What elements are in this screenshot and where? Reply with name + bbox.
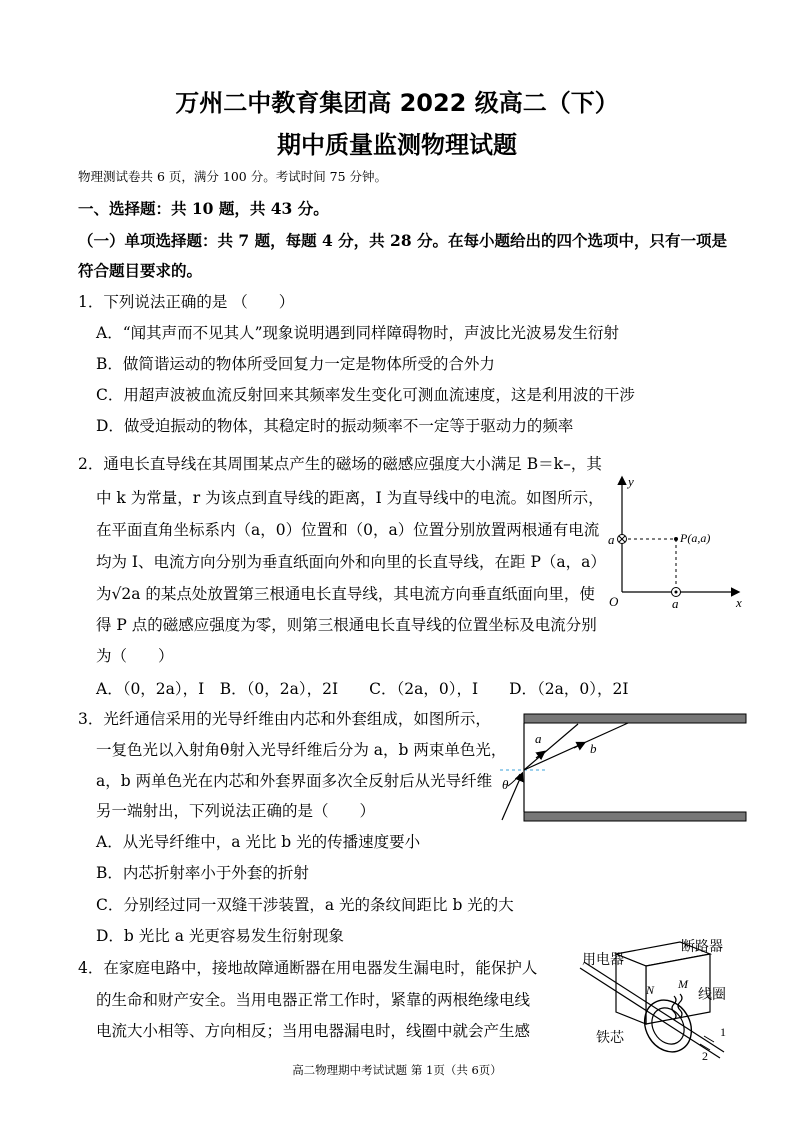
label-core: 铁芯 xyxy=(596,1031,624,1046)
label-coil: 线圈 xyxy=(698,988,726,1003)
exam-subtitle: 期中质量监测物理试题 xyxy=(277,131,517,159)
q2-line-5: 为√2a 的某点处放置第三根通电长直导线，其电流方向垂直纸面向里，使 xyxy=(96,585,595,603)
section-heading: 一、选择题：共 10 题，共 43 分。 xyxy=(78,199,329,218)
q3-line-4: 另一端射出，下列说法正确的是（ ） xyxy=(96,802,376,820)
exam-note: 物理测试卷共 6 页，满分 100 分。考试时间 75 分钟。 xyxy=(78,169,388,184)
y-axis-label: y xyxy=(628,474,634,489)
q1-option-a: A．“闻其声而不见其人”现象说明遇到同样障碍物时，声波比光波易发生衍射 xyxy=(96,324,620,342)
q2-line-3: 在平面直角坐标系内（a，0）位置和（0，a）位置分别放置两根通有电流 xyxy=(96,521,600,539)
page-footer: 高二物理期中考试试题 第 1页（共 6页） xyxy=(292,1063,502,1077)
label-ray-a: a xyxy=(535,731,542,746)
x-axis-label: x xyxy=(736,595,742,610)
label-m: M xyxy=(678,977,688,991)
q1-option-b: B．做简谐运动的物体所受回复力一定是物体所受的合外力 xyxy=(96,355,495,373)
origin-label: O xyxy=(609,594,619,609)
label-wire-1: 1 xyxy=(720,1025,726,1039)
label-n: N xyxy=(646,983,655,997)
label-ray-b: b xyxy=(590,741,597,756)
q2-line-6: 得 P 点的磁感应强度为零，则第三根通电长直导线的位置坐标及电流分别 xyxy=(96,616,597,634)
q4-line-3: 电流大小相等、方向相反；当用电器漏电时，线圈中就会产生感 xyxy=(96,1022,531,1040)
label-breaker: 断路器 xyxy=(681,940,723,955)
q3-optical-fiber-figure xyxy=(494,710,754,830)
q3-option-c: C．分别经过同一双缝干涉装置，a 光的条纹间距比 b 光的大 xyxy=(96,896,514,914)
label-a-x: a xyxy=(672,596,679,611)
fiber-cladding-top xyxy=(524,714,746,723)
q2-line-7: 为（ ） xyxy=(96,647,174,665)
q3-line-1: 3．光纤通信采用的光导纤维由内芯和外套组成，如图所示， xyxy=(78,710,491,728)
label-wire-2: 2 xyxy=(702,1049,708,1063)
q3-option-a: A．从光导纤维中，a 光比 b 光的传播速度要小 xyxy=(96,833,421,851)
q3-option-b: B．内芯折射率小于外套的折射 xyxy=(96,864,309,882)
label-appliance: 用电器 xyxy=(582,953,624,968)
arrow-1-icon xyxy=(704,1036,714,1042)
label-a-y: a xyxy=(608,532,615,547)
exam-title: 万州二中教育集团高 2022 级高二（下） xyxy=(175,89,619,117)
q2-line-1: 2．通电长直导线在其周围某点产生的磁场的磁感应强度大小满足 B＝k–，其 xyxy=(78,455,602,473)
label-p: P(a,a) xyxy=(680,531,711,545)
q2-line-4: 均为 I、电流方向分别为垂直纸面向外和向里的长直导线，在距 P（a，a） xyxy=(96,553,606,571)
point-p xyxy=(674,537,678,541)
section-instructions-cont: 符合题目要求的。 xyxy=(78,261,203,280)
q3-option-d: D．b 光比 a 光更容易发生衍射现象 xyxy=(96,927,344,945)
q1-stem: 1．下列说法正确的是 （ ） xyxy=(78,293,295,311)
q3-line-2: 一复色光以入射角θ射入光导纤维后分为 a，b 两束单色光， xyxy=(96,741,507,759)
ray-b-arrow xyxy=(574,743,584,748)
q2-coordinate-figure xyxy=(606,468,756,618)
fiber-cladding-bottom xyxy=(524,812,746,821)
q3-line-3: a，b 两单色光在内芯和外套界面多次全反射后从光导纤维 xyxy=(96,772,493,790)
wire-into-page-icon xyxy=(618,535,627,544)
ray-a xyxy=(524,724,578,770)
q1-option-d: D．做受迫振动的物体，其稳定时的振动频率不一定等于驱动力的频率 xyxy=(96,417,574,435)
label-theta: θ xyxy=(502,777,509,792)
section-instructions: （一）单项选择题：共 7 题，每题 4 分，共 28 分。在每小题给出的四个选项中，只有一项是 xyxy=(78,231,728,250)
q1-option-c: C．用超声波被血流反射回来其频率发生变化可测血流速度，这是利用波的干涉 xyxy=(96,386,635,404)
q2-line-2: 中 k 为常量，r 为该点到直导线的距离，I 为直导线中的电流。如图所示， xyxy=(96,489,604,507)
q2-options: A．（0，2a），I B．（0，2a），2I C．（2a，0），I D．（2a，0），2I xyxy=(96,680,629,698)
q4-line-2: 的生命和财产安全。当用电器正常工作时，紧靠的两根绝缘电线 xyxy=(96,991,531,1009)
q4-line-1: 4．在家庭电路中，接地故障通断器在用电器发生漏电时，能保护人 xyxy=(78,959,538,977)
q4-breaker-figure xyxy=(560,932,770,1064)
